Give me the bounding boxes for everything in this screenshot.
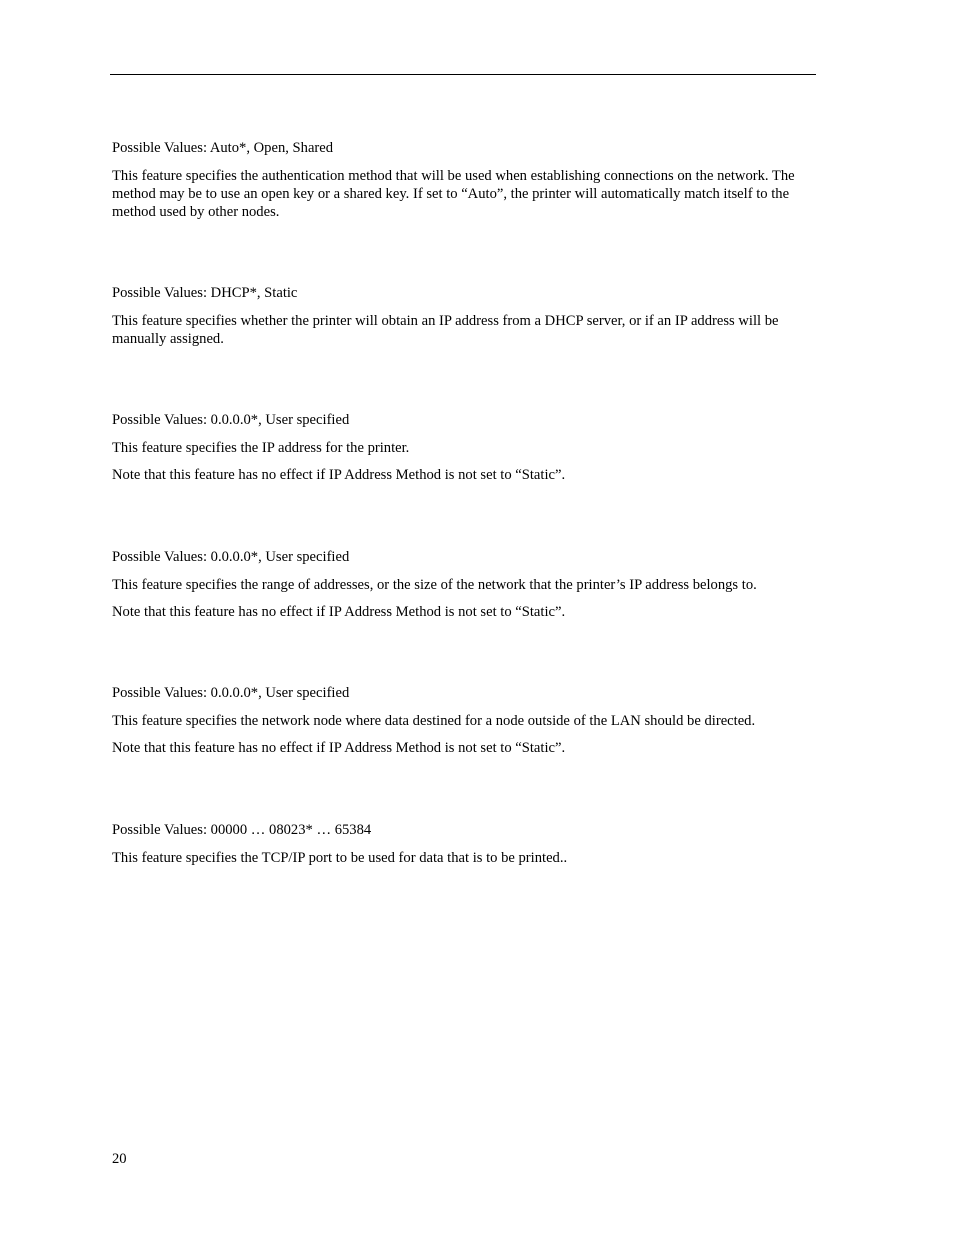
section-gateway [112,684,818,766]
possible-values: Possible Values: 00000 … 08023* … 65384 [112,822,372,838]
section-ip-address [112,411,818,493]
note: Note that this feature has no effect if IP Address Method is not set to “Static”. [112,740,566,756]
description: This feature specifies the network node where data destined for a node outside of the LAN should be directed. [112,713,756,729]
section-authentication [112,139,818,230]
possible-values: Possible Values: 0.0.0.0*, User specified [112,412,350,428]
section-subnet-mask [112,548,818,630]
note: Note that this feature has no effect if IP Address Method is not set to “Static”. [112,604,566,620]
description: This feature specifies the IP address for the printer. [112,440,410,456]
page-number: 20 [112,1151,127,1167]
possible-values: Possible Values: Auto*, Open, Shared [112,140,334,156]
note: Note that this feature has no effect if IP Address Method is not set to “Static”. [112,467,566,483]
section-ip-address-method [112,284,818,357]
section-tcp-port [112,821,818,876]
description: This feature specifies the TCP/IP port to be used for data that is to be printed.. [112,850,568,866]
possible-values: Possible Values: 0.0.0.0*, User specified [112,685,350,701]
description: This feature specifies whether the printer will obtain an IP address from a DHCP server, or if an IP address will be manually assigned. [112,313,779,347]
possible-values: Possible Values: 0.0.0.0*, User specified [112,549,350,565]
possible-values: Possible Values: DHCP*, Static [112,285,298,301]
description: This feature specifies the authentication method that will be used when establishing connections on the network. The method may be to use an open key or a shared key. If set to “Auto”, the printer will automatically match itself to the method used by other nodes. [112,168,795,220]
description: This feature specifies the range of addresses, or the size of the network that the printer’s IP address belongs to. [112,577,757,593]
header-rule [110,74,816,75]
